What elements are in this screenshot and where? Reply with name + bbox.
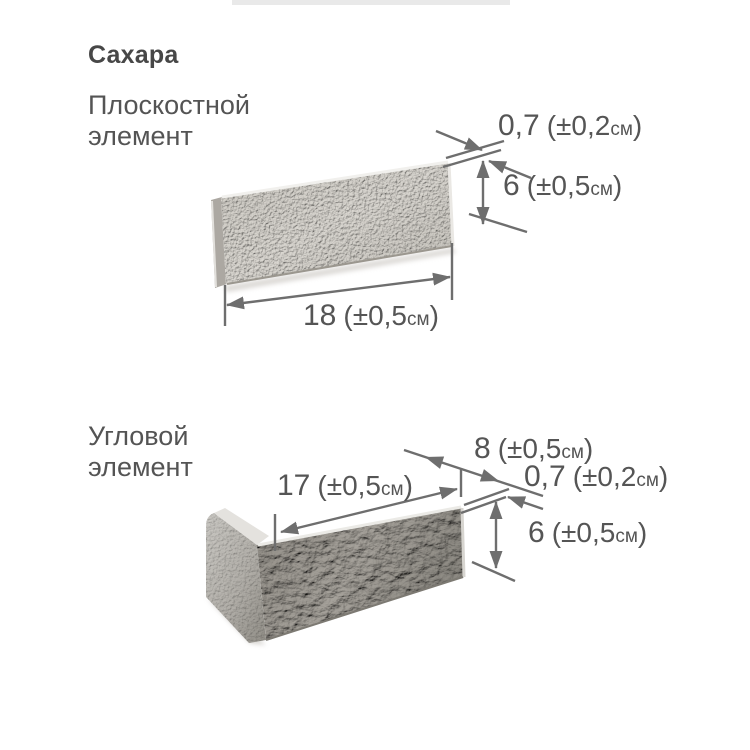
corner-element-title-line1: Угловой [88,421,189,451]
corner-brick-right-highlight [462,508,464,577]
depth-arrowhead [423,451,444,469]
thickness-arrow [436,131,482,150]
thickness-slash-line [443,150,501,167]
dim-suffix: ) [612,170,623,201]
dim-suffix: ) [637,517,648,548]
dim-suffix: ) [658,461,669,492]
flat-brick [211,162,456,292]
dim-unit: см [561,442,584,463]
dim-value: 0,7 [524,460,566,493]
dim-tolerance: (±0,5 [526,170,591,201]
dim-suffix: ) [632,110,643,141]
dim-value: 17 [277,469,311,502]
dim-suffix: ) [429,300,439,331]
dim-value: 0,7 [498,109,540,142]
dim-tolerance: (±0,5 [551,517,616,548]
thickness-slash-line [461,497,506,513]
dim-tolerance: (±0,5 [317,470,381,501]
dim-tolerance: (±0,5 [343,300,407,331]
corner-height-label [528,517,647,553]
corner-length-label [277,470,413,506]
thickness-slash-line [446,141,504,158]
dim-unit: см [610,119,633,140]
flat-height-label [503,170,622,206]
corner-brick [206,507,464,645]
flat-element-title-line2: элемент [88,121,193,151]
height-extension-line [472,562,515,581]
dim-tolerance: (±0,5 [497,433,562,464]
dim-tolerance: (±0,2 [546,110,611,141]
dim-unit: см [381,479,404,500]
depth-arrowhead [480,469,501,487]
corner-element-title-line2: элемент [88,452,193,482]
dim-suffix: ) [403,470,413,501]
dim-unit: см [636,470,659,491]
thickness-slash-line [464,489,509,505]
dim-unit: см [590,179,613,200]
dim-unit: см [407,309,430,330]
dim-value: 6 [503,169,520,202]
dim-value: 6 [528,516,545,549]
height-extension-line [469,214,527,232]
flat-element-title-line1: Плоскостной [88,90,250,120]
dim-value: 18 [303,299,337,332]
dim-value: 8 [474,432,491,465]
dim-tolerance: (±0,2 [572,461,637,492]
corner-thickness-label [524,461,668,497]
thickness-arrow [508,497,543,509]
dim-suffix: ) [583,433,594,464]
flat-thickness-label [498,110,642,146]
product-title: Сахара [88,41,179,69]
dim-unit: см [615,526,638,547]
flat-length-label [303,300,439,336]
